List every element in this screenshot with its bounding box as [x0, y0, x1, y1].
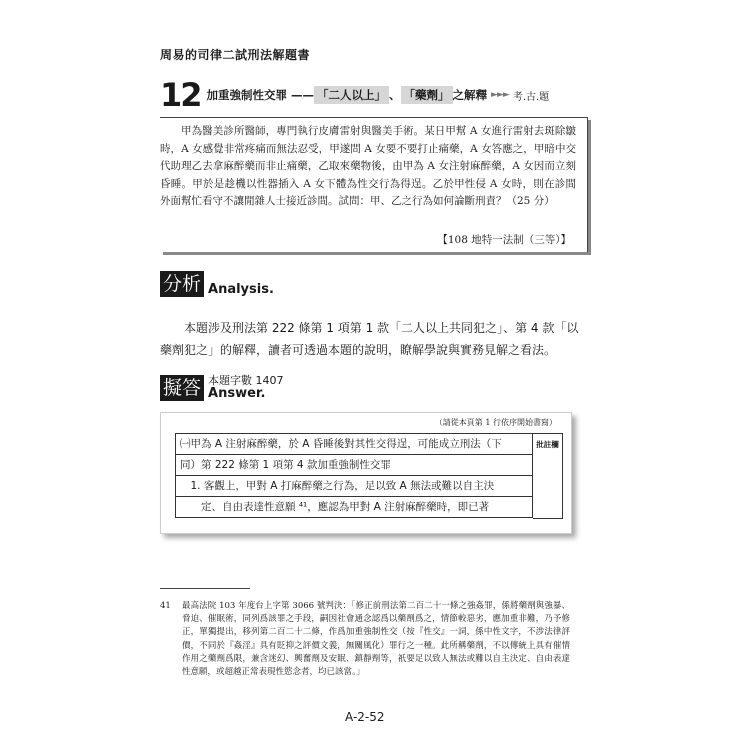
title-highlight-2: 「藥劑」	[401, 86, 453, 104]
title-highlight-1: 「二人以上」	[314, 86, 389, 104]
answer-lines	[175, 433, 533, 518]
arrows-icon: ►►►	[491, 90, 509, 100]
question-source: 【108 地特一法制（三等）】	[437, 234, 571, 246]
footnote-number: 41	[160, 601, 171, 611]
question-box	[160, 117, 588, 252]
answer-line: ㈠甲為 A 注射麻醉藥，於 A 昏睡後對其性交得逞，可能成立刑法（下	[175, 434, 533, 455]
exam-tag: 考.古.題	[512, 91, 550, 103]
answer-line: 定、自由表達性意願 ⁴¹，應認為甲對 A 注射麻醉藥時，即已著	[175, 497, 533, 518]
word-count: 本題字數 1407	[208, 374, 284, 387]
footnote-text: 最高法院 103 年度台上字第 3066 號判決：「修正前刑法第二百二十一條之強姦罪，係將藥劑與強暴、脅迫、催眠術，同列爲該罪之手段，嗣因社會通念認爲以藥劑爲之，情節較惡劣，應加重非難，乃予修正，單獨提出，移列第二百二十二條，作爲加重強制性交（按『性交』一詞，係中性文字，不涉法律評價，不同於『姦淫』具有貶抑之評價文義，無關風化）罪行之一種。此所稱藥劑，不以傳統上具有催情作用之藥劑爲限，兼含迷幻、興奮劑及安眠、鎮靜劑等，祇要足以致人無法或難以自主決定、自由表達性意願，或超越正常表現性慾念者，均已該當。」	[182, 601, 570, 678]
page-number: A-2-52	[345, 710, 385, 724]
footnote-divider	[160, 588, 250, 589]
analysis-text: 本題涉及刑法第 222 條第 1 項第 1 款「二人以上共同犯之」、第 4 款「以藥劑犯之」的解釋，讀者可透過本題的說明，瞭解學說與實務見解之看法。	[160, 321, 579, 357]
title-prefix: 加重強制性交罪 ——	[206, 88, 315, 102]
question-title	[207, 86, 550, 104]
question-number: 12	[160, 76, 201, 114]
answer-line: 同）第 222 條第 1 項第 4 款加重強制性交罪	[175, 455, 533, 476]
book-title: 周易的司律二試刑法解題書	[160, 48, 311, 62]
footnote	[160, 600, 570, 679]
margin-column	[533, 433, 563, 519]
sheet-note: （請從本頁第 1 行依序開始書寫）	[434, 418, 557, 427]
analysis-badge: 分析	[160, 271, 204, 297]
answer-heading	[160, 375, 284, 401]
title-suffix: 之解釋	[452, 88, 488, 102]
answer-line: 1. 客觀上，甲對 A 打麻醉藥之行為，足以致 A 無法或難以自主決	[175, 476, 533, 497]
analysis-label: Analysis.	[208, 282, 274, 297]
question-header	[160, 78, 590, 112]
answer-badge: 擬答	[160, 375, 204, 401]
answer-sheet	[160, 412, 572, 534]
answer-label: Answer.	[208, 386, 266, 401]
question-text: 甲為醫美診所醫師，專門執行皮膚雷射與醫美手術。某日甲幫 A 女進行雷射去斑除皺時，A 女感覺非常疼痛而無法忍受，甲遂問 A 女要不要打止痛藥，A 女答應之，甲暗中交代助理乙去拿麻醉藥而非止痛藥，乙取來藥物後，由甲為 A 女注射麻醉藥，A 女因而立刻昏睡。甲於是趁機以性器插入 A 女下體為性交行為得逞。乙於甲性侵 A 女時，則在診間外面幫忙看守不讓閒雜人士接近診間。試問：甲、乙之行為如何論斷刑責？（25 分）	[160, 125, 576, 208]
title-separator: 、	[389, 88, 401, 102]
answer-label-stack	[208, 375, 284, 401]
analysis-heading	[160, 271, 274, 297]
margin-label: 批註欄	[536, 440, 559, 449]
